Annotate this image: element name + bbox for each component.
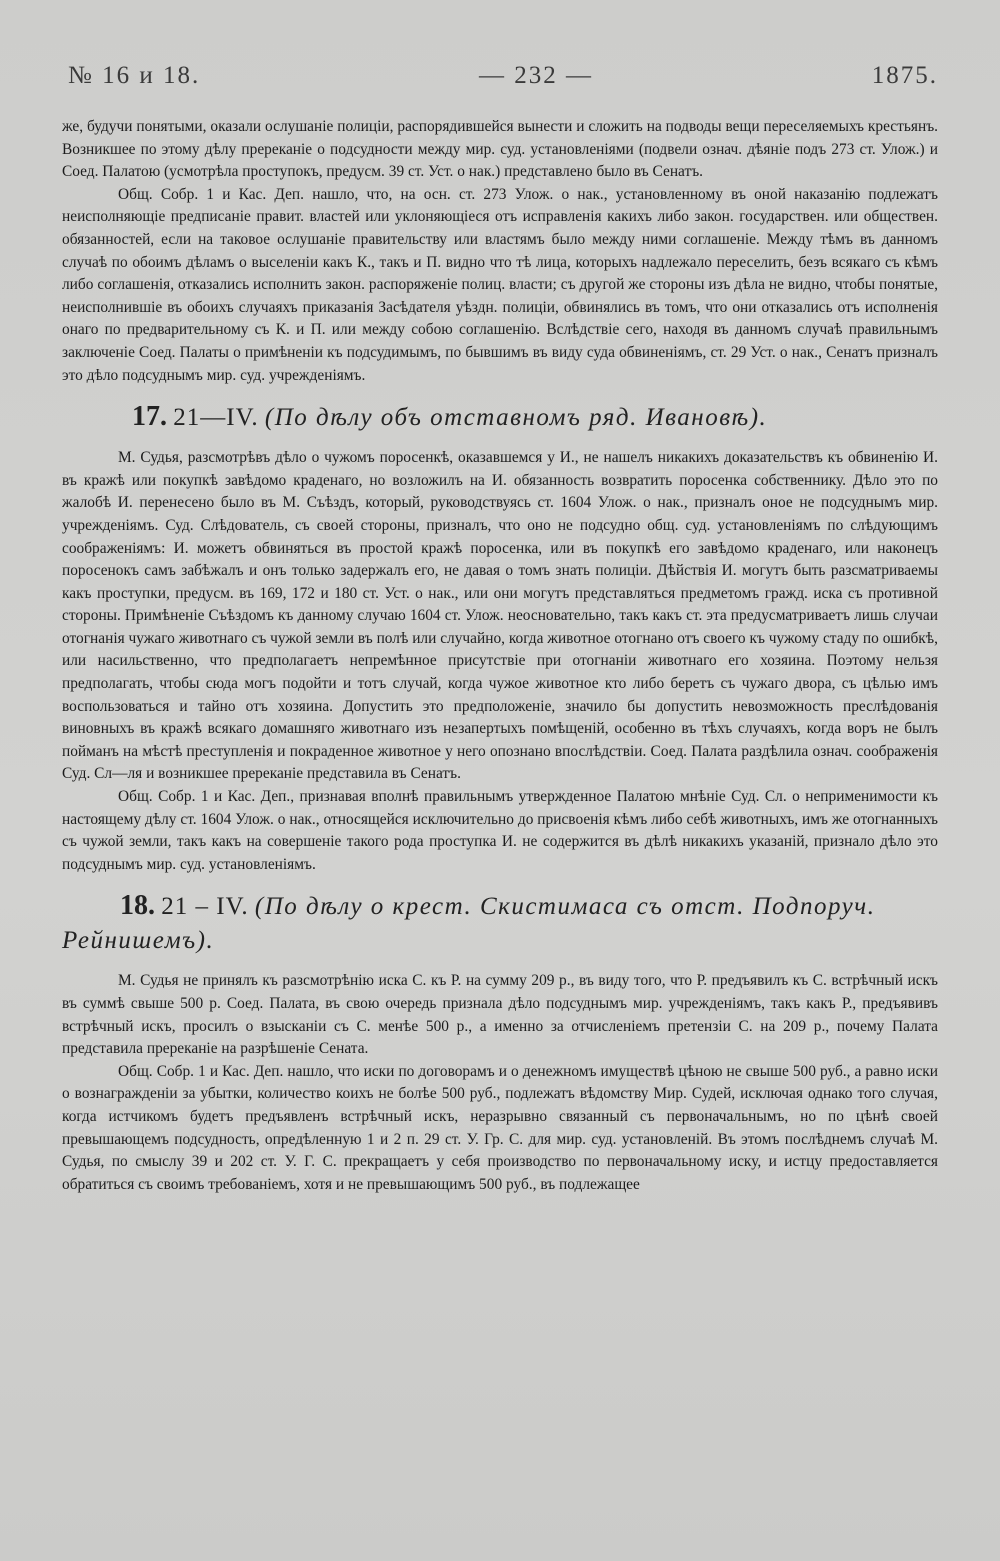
- case-18-heading: [62, 889, 938, 958]
- case-17-number: 17.: [132, 401, 167, 433]
- case-17-paragraph-2: Общ. Собр. 1 и Кас. Деп., признавая вполнѣ правильнымъ утвержденное Палатою мнѣніе Суд. Сл. о неприменимости къ настоящему дѣлу ст. 1604 Улож. о нак., относящейся исключительно до присвоенія кѣмъ либо себѣ животныхъ, имъ же отогнанныхъ съ чужой земли, такъ какъ на совершеніе такого рода проступка И. не содержится въ дѣлѣ никакихъ указаній, признало дѣло это подсуднымъ мир. суд. установленіямъ.: [62, 788, 938, 873]
- case-18-title: (По дѣлу о крест. Скистимаса съ отст. Подпоруч. Рейнишемъ).: [62, 893, 876, 955]
- case-18-number: 18.: [120, 890, 155, 922]
- case-18-paragraph-1: М. Судья не принялъ къ разсмотрѣнію иска С. къ Р. на сумму 209 р., въ виду того, что Р. предъявилъ къ С. встрѣчный искъ въ суммѣ свыше 500 р. Соед. Палата, въ свою очередь признала дѣло подсуднымъ мир. учрежденіямъ, такъ какъ Р., предъявивъ встрѣчный искъ, просилъ о взысканіи съ С. менѣе 500 р., а именно за отчисленіемъ претензіи С. на 209 р., почему Палата представила пререканіе на разрѣшеніе Сената.: [62, 972, 938, 1058]
- intro-paragraph-2: Общ. Собр. 1 и Кас. Деп. нашло, что, на осн. ст. 273 Улож. о нак., установленному въ оной наказанію подлежатъ неисполняющіе предписаніе правит. властей или уклоняющіеся отъ исправленія какихъ либо закон. государствен. или обществен. обязанностей, если на таковое ослушаніе правительству или властямъ было между ними соглашеніе. Между тѣмъ въ данномъ случаѣ по обоимъ дѣламъ о выселеніи какъ К., такъ и П. видно что тѣ лица, которыхъ надлежало переселить, безъ всякаго съ кѣмъ либо соглашенія, отказались исполнить закон. распоряженіе полиц. власти; съ другой же стороны изъ дѣла не видно, чтобы понятые, неисполнившіе въ обоихъ случаяхъ приказанія Засѣдателя уѣздн. полиціи, обвинялись въ томъ, что они отказались отъ исполненія онаго по предварительному съ К. и П. или между собою соглашенію. Вслѣдствіе сего, находя въ данномъ случаѣ правильнымъ заключеніе Соед. Палаты о примѣненіи къ подсудимымъ, по бывшимъ въ виду суда обвиненіямъ, ст. 29 Уст. о нак., Сенатъ призналъ это дѣло подсуднымъ мир. суд. учрежденіямъ.: [62, 185, 938, 384]
- case-18-body: [62, 970, 938, 1196]
- case-17-paragraph-1: М. Судья, разсмотрѣвъ дѣло о чужомъ поросенкѣ, оказавшемся у И., не нашелъ никакихъ доказательствъ къ обвиненію И. въ кражѣ или покупкѣ завѣдомо краденаго, но возложилъ на И. обязанность возвратить поросенка собственнику. Дѣло это по жалобѣ И. перенесено было въ М. Съѣздъ, который, руководствуясь ст. 1604 Улож. о нак., призналъ оное не подсуднымъ мир. учрежденіямъ. Суд. Слѣдователь, съ своей стороны, призналъ, что оно не подсудно общ. суд. установленіямъ по слѣдующимъ соображеніямъ: И. можетъ обвиняться въ простой кражѣ поросенка, или въ покупкѣ его завѣдомо краденаго, или наконецъ поросенокъ самъ забѣжалъ и онъ только задержалъ его, не давая о томъ знать полиціи. Дѣйствія И. могутъ быть разсматриваемы какъ проступки, предусм. въ 169, 172 и 180 ст. Уст. о нак., или они могутъ представляться предметомъ гражд. иска съ противной стороны. Примѣненіе Съѣздомъ къ данному случаю 1604 ст. Улож. неосновательно, такъ какъ ст. эта предусматриваетъ лишь случаи отогнанія чужаго животнаго съ чужой земли въ полѣ или случайно, когда животное отогнано отъ своего къ чужому стаду по ошибкѣ, или насильственно, что предполагаетъ непремѣнное присутствіе при отогнаніи животнаго его хозяина. Поэтому нельзя предполагать, чтобы сюда могъ подойти и тотъ случай, когда чужое животное кто либо беретъ съ чужаго двора, съ цѣлью имъ воспользоваться и тайно отъ хозяина. Допустить это предположеніе, значило бы допустить невозможность преслѣдованія виновныхъ въ кражѣ всякаго домашняго животнаго изъ незапертыхъ помѣщеній, особенно въ тѣхъ случаяхъ, когда воръ не былъ пойманъ на мѣстѣ преступленія и покраденное животное у него опознано впослѣдствіи. Соед. Палата раздѣлила означ. соображенія Суд. Сл—ля и возникшее пререканіе представила въ Сенатъ.: [62, 449, 938, 783]
- year: 1875.: [871, 62, 938, 89]
- case-17-body: [62, 447, 938, 876]
- intro-section: [62, 116, 938, 387]
- page-number: — 232 —: [478, 62, 593, 89]
- page-header: [62, 62, 938, 102]
- case-17-date: 21—IV.: [173, 404, 259, 432]
- case-17-heading: [62, 400, 938, 435]
- issue-number: № 16 и 18.: [68, 62, 201, 89]
- case-18-paragraph-2: Общ. Собр. 1 и Кас. Деп. нашло, что иски по договорамъ и о денежномъ имуществѣ цѣною не свыше 500 руб., а равно иски о вознагражденіи за убытки, количество коихъ не болѣе 500 руб., подлежатъ вѣдомству Мир. Судей, исключая однако того случая, когда истчикомъ будетъ предъявленъ встрѣчный искъ, неразрывно связанный съ первоначальнымъ, но по цѣнѣ своей превышающемъ подсудность, опредѣленную 1 и 2 п. 29 ст. У. Гр. С. для мир. суд. установленій. Въ этомъ послѣднемъ случаѣ М. Судья, по смыслу 39 и 202 ст. У. Г. С. прекращаетъ у себя производство по первоначальному иску, и истцу предоставляется обратиться съ своимъ требованіемъ, хотя и не превышающимъ 500 руб., въ подлежащее: [62, 1062, 938, 1193]
- case-17-title: (По дѣлу объ отставномъ ряд. Ивановѣ).: [264, 404, 768, 432]
- intro-paragraph-1: же, будучи понятыми, оказали ослушаніе полиціи, распорядившейся вынести и сложить на подводы вещи переселяемыхъ крестьянъ. Возникшее по этому дѣлу пререканіе о подсудности между мир. суд. установленіями (подвели означ. дѣяніе подъ 273 ст. Улож.) и Соед. Палатою (усмотрѣла проступокъ, предусм. 39 ст. Уст. о нак.) представлено было въ Сенатъ.: [62, 118, 938, 181]
- case-18-date: 21 – IV.: [161, 893, 249, 921]
